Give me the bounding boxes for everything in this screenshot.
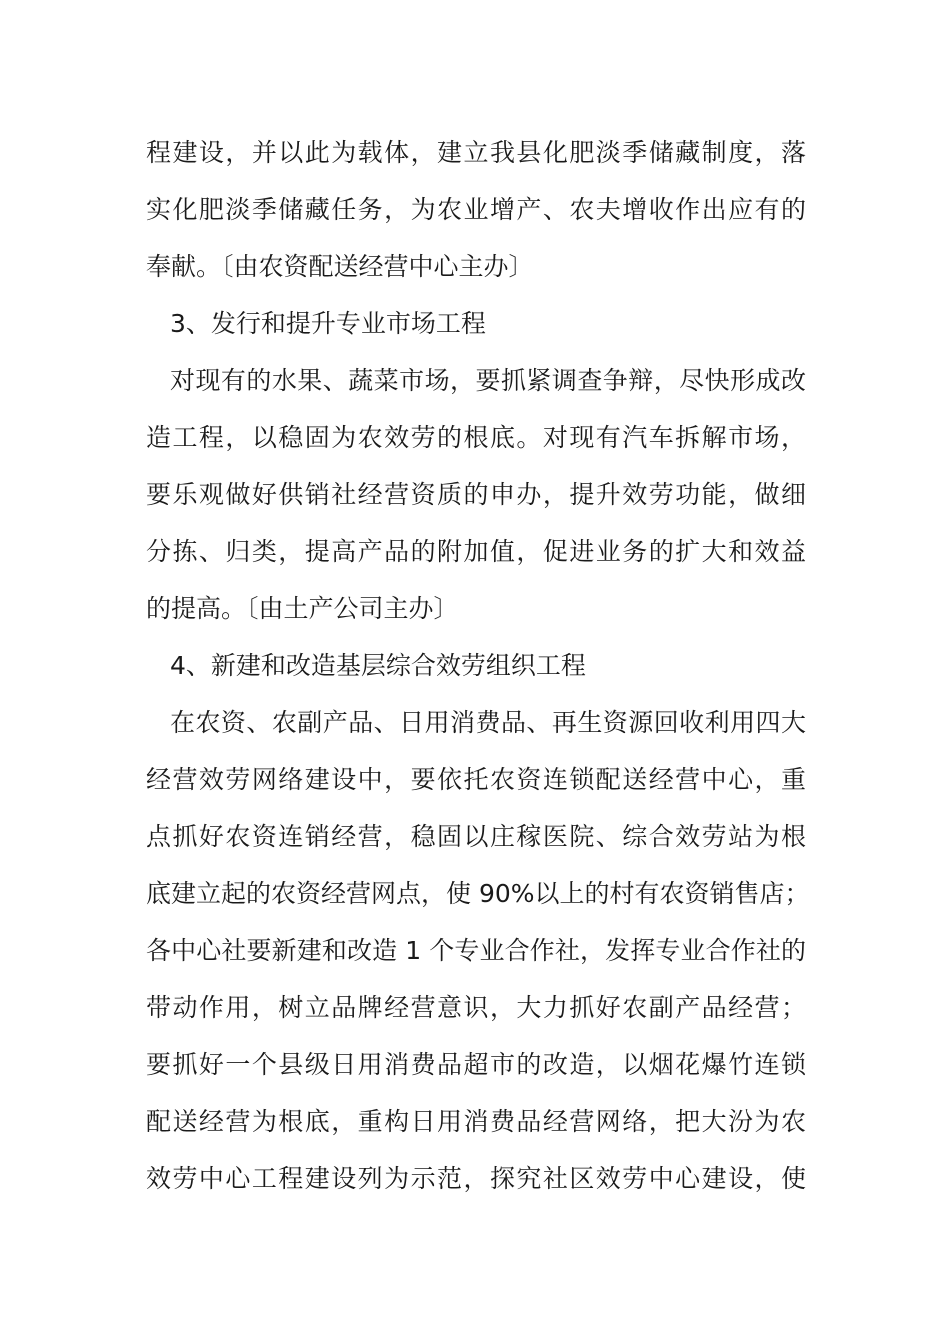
text-line: 带动作用，树立品牌经营意识，大力抓好农副产品经营； bbox=[146, 993, 806, 1022]
text-line: 点抓好农资连销经营，稳固以庄稼医院、综合效劳站为根 bbox=[146, 822, 806, 851]
text-line: 奉献。〔由农资配送经营中心主办〕 bbox=[146, 252, 534, 281]
text-line: 要乐观做好供销社经营资质的申办，提升效劳功能，做细 bbox=[146, 480, 806, 509]
text-line: 在农资、农副产品、日用消费品、再生资源回收利用四大 bbox=[170, 708, 806, 737]
text-line: 对现有的水果、蔬菜市场，要抓紧调查争辩，尽快形成改 bbox=[170, 366, 806, 395]
section-heading: 3、发行和提升专业市场工程 bbox=[170, 309, 486, 338]
text-line: 造工程，以稳固为农效劳的根底。对现有汽车拆解市场， bbox=[146, 423, 806, 452]
text-line: 实化肥淡季储藏任务，为农业增产、农夫增收作出应有的 bbox=[146, 195, 806, 224]
section-heading: 4、新建和改造基层综合效劳组织工程 bbox=[170, 651, 586, 680]
text-line: 的提高。〔由土产公司主办〕 bbox=[146, 594, 459, 623]
body-text bbox=[146, 124, 810, 1207]
text-line: 分拣、归类，提高产品的附加值，促进业务的扩大和效益 bbox=[146, 537, 806, 566]
text-line: 底建立起的农资经营网点，使 90%以上的村有农资销售店； bbox=[146, 879, 810, 908]
text-line: 程建设，并以此为载体，建立我县化肥淡季储藏制度，落 bbox=[146, 138, 806, 167]
text-line: 经营效劳网络建设中，要依托农资连锁配送经营中心，重 bbox=[146, 765, 806, 794]
text-line: 各中心社要新建和改造 1 个专业合作社，发挥专业合作社的 bbox=[146, 936, 806, 965]
text-line: 效劳中心工程建设列为示范，探究社区效劳中心建设，使 bbox=[146, 1164, 806, 1193]
text-line: 配送经营为根底，重构日用消费品经营网络，把大汾为农 bbox=[146, 1107, 806, 1136]
text-line: 要抓好一个县级日用消费品超市的改造，以烟花爆竹连锁 bbox=[146, 1050, 806, 1079]
